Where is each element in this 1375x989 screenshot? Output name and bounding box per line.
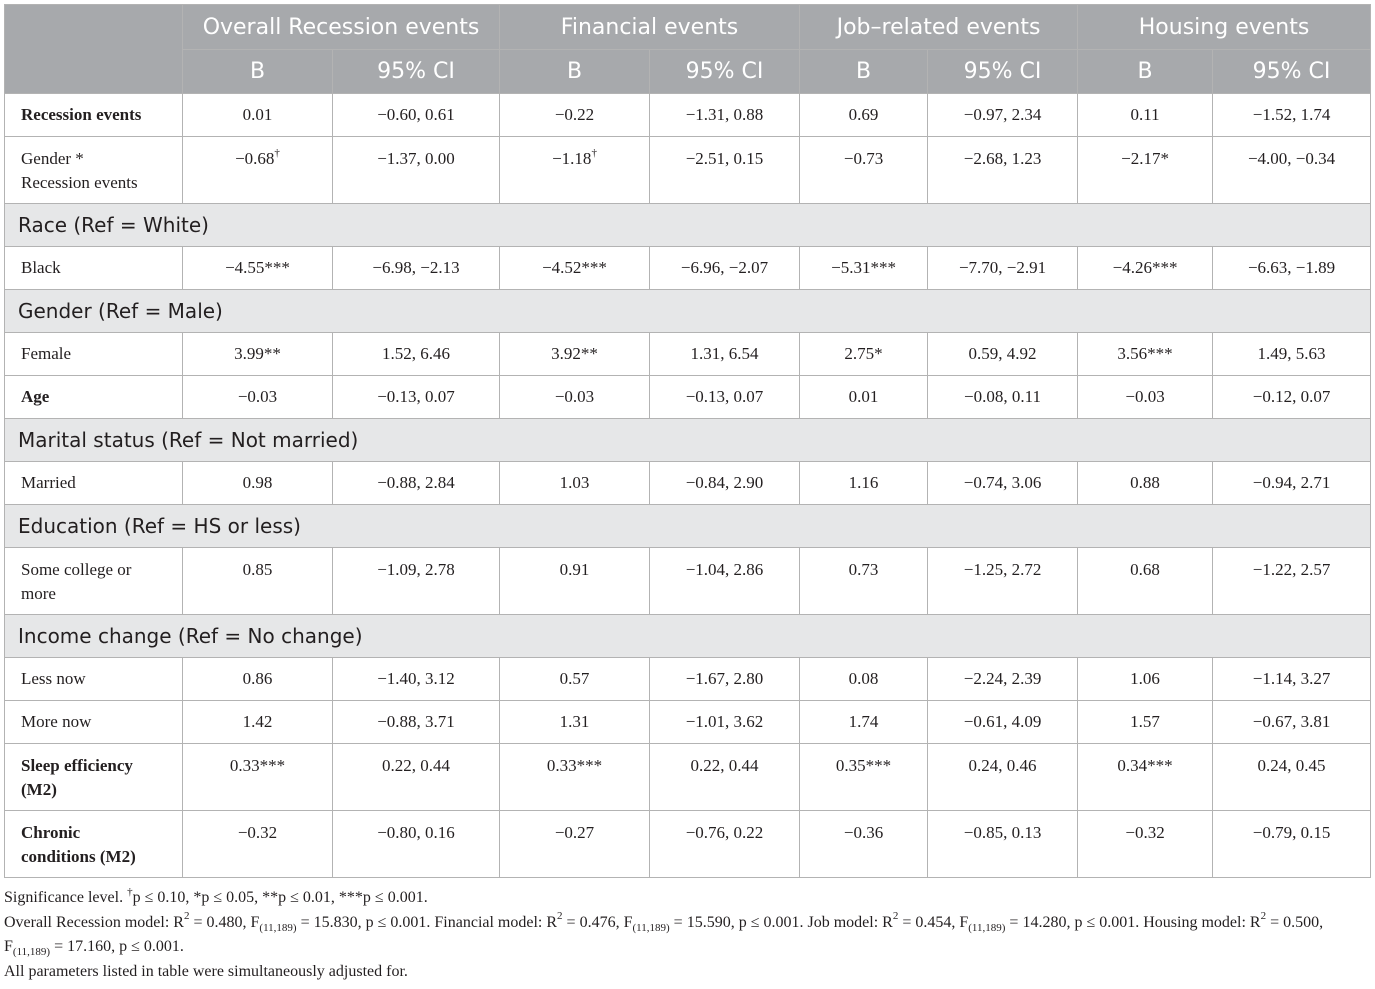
cell-value: 1.31, 6.54	[690, 344, 759, 363]
cell-value: 0.08	[848, 669, 879, 688]
model-name: Job model: R	[807, 913, 893, 931]
cell-value: −1.31, 0.88	[685, 105, 764, 124]
cell-value: 2.75*	[844, 344, 883, 363]
confidence-interval-cell	[928, 137, 1078, 204]
header-sub-b: B	[183, 50, 333, 94]
row-label-line: Some college or	[21, 560, 132, 579]
coefficient-cell	[183, 376, 333, 419]
coefficient-cell	[800, 247, 928, 290]
cell-value: −1.22, 2.57	[1252, 560, 1331, 579]
row-label	[5, 376, 183, 419]
row-label-line: More now	[21, 712, 92, 731]
row-label	[5, 744, 183, 811]
row-label	[5, 658, 183, 701]
row-label-text	[21, 247, 182, 280]
header-sub-b: B	[500, 50, 650, 94]
row-label-line: Recession events	[21, 105, 142, 124]
model-name: Financial model: R	[434, 913, 558, 931]
confidence-interval-cell	[928, 744, 1078, 811]
model-f: 15.830	[313, 913, 358, 931]
cell-value: 3.92**	[551, 344, 598, 363]
model-stat: Financial model: $R^2 = 0.476$, $F_{(11,189)} = 15.590$, p ≤ 0.001.	[434, 910, 804, 934]
cell-value: −0.76, 0.22	[685, 823, 764, 842]
model-df: (11,189)	[12, 946, 51, 959]
coefficient-cell	[800, 811, 928, 878]
cell-value: −0.88, 2.84	[377, 473, 455, 492]
confidence-interval-cell	[1213, 137, 1371, 204]
cell-value: −1.37, 0.00	[377, 149, 455, 168]
model-r2: 0.500	[1283, 913, 1320, 931]
row-label-text	[21, 94, 182, 127]
coefficient-cell	[500, 376, 650, 419]
coefficient-cell	[183, 548, 333, 615]
cell-value: −0.36	[843, 823, 884, 842]
row-label-line: Female	[21, 344, 72, 363]
confidence-interval-cell	[1213, 811, 1371, 878]
table-row	[5, 137, 1371, 204]
coefficient-cell	[1078, 811, 1213, 878]
cell-value: 1.49, 5.63	[1257, 344, 1326, 363]
cell-value: −1.18	[552, 149, 592, 168]
header-group-overall: Overall Recession events	[183, 5, 500, 50]
cell-value: 0.73	[848, 560, 879, 579]
cell-value: 1.03	[559, 473, 590, 492]
superscript-two: 2	[892, 910, 899, 923]
confidence-interval-cell	[650, 376, 800, 419]
cell-value: −4.26***	[1112, 258, 1178, 277]
superscript-two: 2	[1260, 910, 1267, 923]
row-label-text	[21, 701, 182, 734]
cell-value: 0.88	[1130, 473, 1160, 492]
row-label-line: Gender *	[21, 149, 84, 168]
cell-value: −4.55***	[225, 258, 290, 277]
coefficient-cell	[1078, 333, 1213, 376]
cell-value: 0.24, 0.45	[1257, 756, 1326, 775]
row-label	[5, 462, 183, 505]
coefficient-cell	[1078, 701, 1213, 744]
coefficient-cell	[1078, 462, 1213, 505]
model-stat: Housing model: $R^2 = 0.500$, $F_{(11,189)} = 17.160$, p ≤ 0.001.	[4, 910, 1324, 959]
confidence-interval-cell	[928, 548, 1078, 615]
confidence-interval-cell	[928, 462, 1078, 505]
cell-value: −6.98, −2.13	[372, 258, 460, 277]
cell-value: −0.79, 0.15	[1252, 823, 1331, 842]
cell-value: −0.73	[843, 149, 884, 168]
section-header-row	[5, 419, 1371, 462]
row-label	[5, 701, 183, 744]
cell-value: 0.11	[1130, 105, 1160, 124]
superscript-two: 2	[183, 910, 190, 923]
coefficient-cell	[500, 701, 650, 744]
cell-value: −0.88, 3.71	[377, 712, 455, 731]
cell-value: −0.22	[554, 105, 595, 124]
cell-value: 3.99**	[234, 344, 281, 363]
confidence-interval-cell	[928, 333, 1078, 376]
cell-value: −0.32	[1125, 823, 1165, 842]
coefficient-cell	[800, 376, 928, 419]
confidence-interval-cell	[650, 462, 800, 505]
cell-value: −2.68, 1.23	[963, 149, 1042, 168]
table-body	[5, 94, 1371, 878]
header-sub-b: B	[1078, 50, 1213, 94]
confidence-interval-cell	[650, 94, 800, 137]
cell-value: −0.12, 0.07	[1252, 387, 1331, 406]
row-label	[5, 247, 183, 290]
cell-value: −0.60, 0.61	[377, 105, 455, 124]
header-sub-b: B	[800, 50, 928, 94]
model-f: 17.160	[67, 938, 112, 955]
coefficient-cell	[183, 247, 333, 290]
cell-value: −0.68	[235, 149, 275, 168]
row-label-text	[21, 137, 182, 195]
row-label-line: Less now	[21, 669, 86, 688]
cell-value: −6.63, −1.89	[1247, 258, 1336, 277]
header-sub-ci: 95% CI	[650, 50, 800, 94]
confidence-interval-cell	[1213, 376, 1371, 419]
section-header-label: Education (Ref = HS or less)	[5, 505, 1371, 548]
coefficient-cell	[183, 94, 333, 137]
coefficient-cell	[500, 811, 650, 878]
coefficient-cell	[183, 658, 333, 701]
model-name: Housing model: R	[1143, 913, 1261, 931]
coefficient-cell	[500, 462, 650, 505]
header-group-job: Job–related events	[800, 5, 1078, 50]
cell-value: 1.06	[1130, 669, 1160, 688]
cell-value: −1.01, 3.62	[685, 712, 764, 731]
header-blank-cell	[5, 5, 183, 94]
row-label	[5, 137, 183, 204]
row-label	[5, 548, 183, 615]
table-row	[5, 247, 1371, 290]
cell-value: 0.01	[242, 105, 273, 124]
row-label-text	[21, 744, 182, 802]
cell-value: −4.00, −0.34	[1247, 149, 1336, 168]
section-header-label: Race (Ref = White)	[5, 204, 1371, 247]
confidence-interval-cell	[650, 811, 800, 878]
confidence-interval-cell	[333, 548, 500, 615]
model-f: 15.590	[686, 913, 731, 931]
model-df: (11,189)	[968, 921, 1006, 934]
confidence-interval-cell	[333, 376, 500, 419]
row-label-line: Married	[21, 473, 76, 492]
header-sub-ci: 95% CI	[333, 50, 500, 94]
section-header-row	[5, 615, 1371, 658]
model-df: (11,189)	[632, 921, 670, 934]
confidence-interval-cell	[650, 247, 800, 290]
cell-value: −5.31***	[831, 258, 896, 277]
model-p: p ≤ 0.001.	[365, 913, 431, 931]
cell-value: 0.86	[242, 669, 273, 688]
coefficient-cell	[1078, 137, 1213, 204]
confidence-interval-cell	[928, 811, 1078, 878]
row-label-line: Age	[21, 387, 50, 406]
cell-value: −1.14, 3.27	[1252, 669, 1331, 688]
confidence-interval-cell	[650, 701, 800, 744]
cell-value: −2.17*	[1121, 149, 1169, 168]
cell-value: 1.74	[848, 712, 879, 731]
confidence-interval-cell	[333, 94, 500, 137]
cell-value: −1.25, 2.72	[963, 560, 1042, 579]
cell-value: −1.09, 2.78	[377, 560, 455, 579]
cell-value: −0.85, 0.13	[963, 823, 1042, 842]
confidence-interval-cell	[928, 658, 1078, 701]
confidence-interval-cell	[333, 658, 500, 701]
row-label-text	[21, 548, 182, 606]
row-label	[5, 811, 183, 878]
cell-value: 0.33***	[546, 756, 603, 775]
model-name: Overall Recession model: R	[4, 913, 184, 931]
row-label-text	[21, 658, 182, 691]
row-label-line: (M2)	[21, 780, 57, 799]
cell-value: −0.80, 0.16	[377, 823, 455, 842]
confidence-interval-cell	[1213, 94, 1371, 137]
cell-value: −0.27	[554, 823, 595, 842]
row-label-text	[21, 811, 182, 869]
cell-value: 0.85	[242, 560, 273, 579]
row-label-text	[21, 462, 182, 495]
coefficient-cell	[183, 462, 333, 505]
confidence-interval-cell	[1213, 333, 1371, 376]
cell-value: −0.61, 4.09	[963, 712, 1042, 731]
coefficient-cell	[800, 462, 928, 505]
cell-value: −2.24, 2.39	[963, 669, 1042, 688]
coefficient-cell	[500, 744, 650, 811]
model-stat: Job model: $R^2 = 0.454$, $F_{(11,189)} = 14.280$, p ≤ 0.001.	[807, 910, 1140, 934]
section-header-row	[5, 290, 1371, 333]
confidence-interval-cell	[1213, 744, 1371, 811]
confidence-interval-cell	[333, 137, 500, 204]
confidence-interval-cell	[333, 744, 500, 811]
regression-table-container	[4, 4, 1370, 878]
section-header-label: Gender (Ref = Male)	[5, 290, 1371, 333]
row-label-line: Sleep efficiency	[21, 756, 133, 775]
footnote-significance: Significance level. †p ≤ 0.10, *p ≤ 0.05, **p ≤ 0.01, ***p ≤ 0.001.	[4, 885, 428, 906]
confidence-interval-cell	[333, 701, 500, 744]
confidence-interval-cell	[1213, 247, 1371, 290]
table-row	[5, 94, 1371, 137]
table-footnotes	[4, 886, 1370, 984]
coefficient-cell	[500, 137, 650, 204]
table-row	[5, 548, 1371, 615]
section-header-row	[5, 505, 1371, 548]
cell-value: 0.91	[559, 560, 590, 579]
cell-value: −1.52, 1.74	[1252, 105, 1331, 124]
cell-value: 1.42	[242, 712, 273, 731]
confidence-interval-cell	[928, 94, 1078, 137]
footnote-model-stats	[4, 911, 1370, 960]
confidence-interval-cell	[333, 811, 500, 878]
cell-value: 1.52, 6.46	[382, 344, 450, 363]
model-r2: 0.480	[206, 913, 243, 931]
coefficient-cell	[800, 333, 928, 376]
confidence-interval-cell	[333, 462, 500, 505]
confidence-interval-cell	[1213, 548, 1371, 615]
coefficient-cell	[183, 701, 333, 744]
coefficient-cell	[183, 811, 333, 878]
cell-value: 1.16	[848, 473, 879, 492]
header-sub-ci: 95% CI	[928, 50, 1078, 94]
cell-value: −0.03	[554, 387, 595, 406]
cell-value: −0.08, 0.11	[964, 387, 1042, 406]
table-row	[5, 376, 1371, 419]
table-row	[5, 333, 1371, 376]
model-f: 14.280	[1022, 913, 1067, 931]
coefficient-cell	[183, 744, 333, 811]
cell-value: 0.57	[559, 669, 590, 688]
header-group-housing: Housing events	[1078, 5, 1371, 50]
table-row	[5, 658, 1371, 701]
coefficient-cell	[1078, 94, 1213, 137]
row-label	[5, 94, 183, 137]
row-label-line: conditions (M2)	[21, 847, 136, 866]
cell-value: −1.67, 2.80	[685, 669, 764, 688]
coefficient-cell	[1078, 548, 1213, 615]
regression-table	[4, 4, 1371, 878]
header-group-financial: Financial events	[500, 5, 800, 50]
confidence-interval-cell	[650, 137, 800, 204]
cell-value: 1.57	[1130, 712, 1160, 731]
cell-value: −0.03	[237, 387, 278, 406]
cell-value: −0.97, 2.34	[963, 105, 1042, 124]
table-row	[5, 462, 1371, 505]
cell-value: 1.31	[559, 712, 590, 731]
coefficient-cell	[1078, 247, 1213, 290]
confidence-interval-cell	[1213, 658, 1371, 701]
cell-value: 0.98	[242, 473, 273, 492]
cell-value: −0.74, 3.06	[963, 473, 1042, 492]
coefficient-cell	[500, 94, 650, 137]
model-p: p ≤ 0.001.	[119, 938, 184, 955]
coefficient-cell	[500, 548, 650, 615]
coefficient-cell	[1078, 658, 1213, 701]
cell-value: −0.67, 3.81	[1252, 712, 1331, 731]
cell-value: −0.13, 0.07	[685, 387, 764, 406]
section-header-label: Marital status (Ref = Not married)	[5, 419, 1371, 462]
table-row	[5, 701, 1371, 744]
model-p: p ≤ 0.001.	[1074, 913, 1140, 931]
confidence-interval-cell	[928, 247, 1078, 290]
header-sub-ci: 95% CI	[1213, 50, 1371, 94]
cell-value: −6.96, −2.07	[680, 258, 769, 277]
cell-value: −4.52***	[542, 258, 607, 277]
row-label-line: Chronic	[21, 823, 81, 842]
confidence-interval-cell	[1213, 701, 1371, 744]
table-row	[5, 744, 1371, 811]
cell-value: −0.94, 2.71	[1252, 473, 1331, 492]
cell-value: 0.22, 0.44	[690, 756, 759, 775]
confidence-interval-cell	[333, 333, 500, 376]
cell-value: 0.59, 4.92	[968, 344, 1037, 363]
coefficient-cell	[500, 247, 650, 290]
cell-value: 0.68	[1130, 560, 1160, 579]
confidence-interval-cell	[333, 247, 500, 290]
footnote-adjusted: All parameters listed in table were simultaneously adjusted for.	[4, 962, 408, 980]
cell-value: −0.84, 2.90	[685, 473, 764, 492]
coefficient-cell	[800, 701, 928, 744]
confidence-interval-cell	[650, 658, 800, 701]
cell-value: −1.04, 2.86	[685, 560, 764, 579]
coefficient-cell	[800, 744, 928, 811]
cell-value: 3.56***	[1117, 344, 1173, 363]
row-label-text	[21, 333, 182, 366]
row-label-line: Black	[21, 258, 61, 277]
significance-marker: †	[274, 147, 280, 160]
coefficient-cell	[1078, 376, 1213, 419]
coefficient-cell	[500, 658, 650, 701]
confidence-interval-cell	[928, 376, 1078, 419]
model-r2: 0.454	[915, 913, 952, 931]
superscript-two: 2	[557, 910, 563, 923]
significance-marker: †	[591, 147, 597, 160]
coefficient-cell	[800, 94, 928, 137]
model-stat: Overall Recession model: $R^2 = 0.480$, $F_{(11,189)} = 15.830$, p ≤ 0.001.	[4, 910, 431, 934]
coefficient-cell	[800, 658, 928, 701]
cell-value: 0.24, 0.46	[968, 756, 1037, 775]
coefficient-cell	[800, 137, 928, 204]
cell-value: 0.34***	[1117, 756, 1173, 775]
row-label-text	[21, 376, 182, 409]
coefficient-cell	[500, 333, 650, 376]
coefficient-cell	[800, 548, 928, 615]
row-label-line: more	[21, 584, 56, 603]
coefficient-cell	[183, 137, 333, 204]
section-header-label: Income change (Ref = No change)	[5, 615, 1371, 658]
cell-value: −0.03	[1125, 387, 1165, 406]
cell-value: 0.22, 0.44	[382, 756, 450, 775]
section-header-row	[5, 204, 1371, 247]
cell-value: 0.35***	[835, 756, 892, 775]
row-label	[5, 333, 183, 376]
model-df: (11,189)	[259, 921, 297, 934]
cell-value: 0.33***	[229, 756, 286, 775]
confidence-interval-cell	[650, 333, 800, 376]
row-label-line: Recession events	[21, 173, 138, 192]
cell-value: −2.51, 0.15	[685, 149, 764, 168]
cell-value: −1.40, 3.12	[377, 669, 455, 688]
model-r2: 0.476	[579, 913, 616, 931]
cell-value: −0.32	[237, 823, 278, 842]
confidence-interval-cell	[650, 744, 800, 811]
cell-value: 0.01	[848, 387, 879, 406]
cell-value: −7.70, −2.91	[958, 258, 1047, 277]
confidence-interval-cell	[650, 548, 800, 615]
coefficient-cell	[1078, 744, 1213, 811]
cell-value: −0.13, 0.07	[377, 387, 455, 406]
confidence-interval-cell	[928, 701, 1078, 744]
confidence-interval-cell	[1213, 462, 1371, 505]
coefficient-cell	[183, 333, 333, 376]
table-row	[5, 811, 1371, 878]
model-p: p ≤ 0.001.	[738, 913, 804, 931]
cell-value: 0.69	[848, 105, 879, 124]
